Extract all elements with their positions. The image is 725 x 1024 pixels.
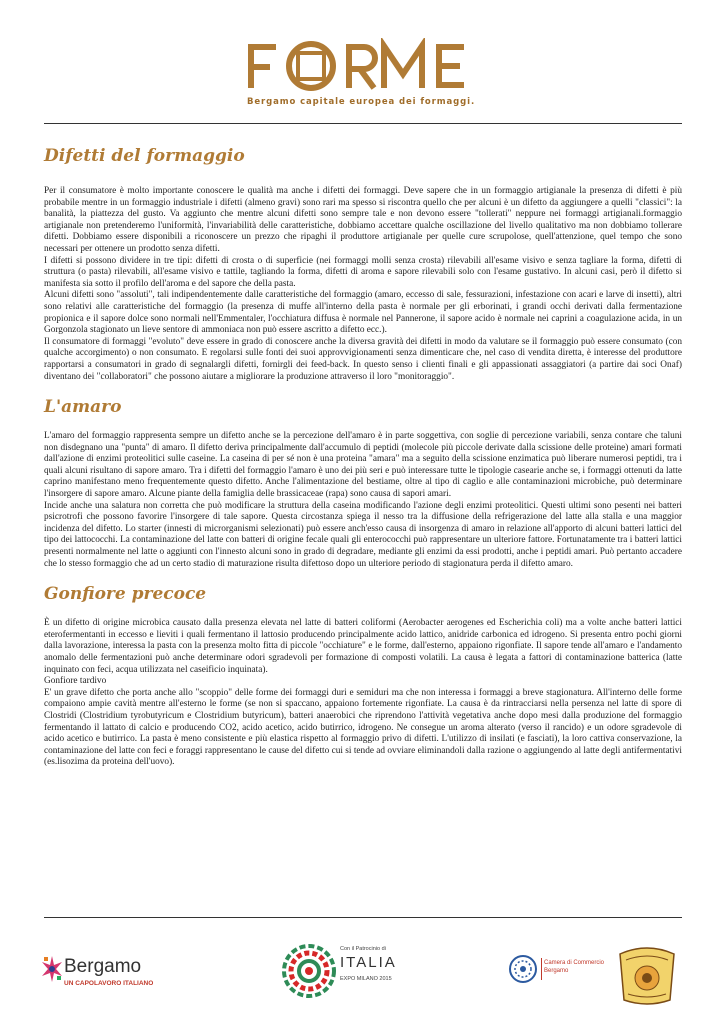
bergamo-logo (40, 952, 180, 994)
paragraph: L'amaro del formaggio rappresenta sempre un difetto anche se la percezione dell'amaro è in parte soggettiva, con soglie di percezione variabili, senza contare che taluni non disdegnano una "punta" di amaro. Il difetto deriva principalmente dall'accumulo di peptidi (molecole più piccole derivate dalla scissione delle proteine) amari formati dall'azione di enzimi proteolitici sulle caseine. La caseina di per sé non è una proteina "amara" ma a seguito della scissione enzimatica può liberare numerosi peptidi, tra i quali alcuni risultano di sapore amaro. Tra i difetti del formaggio l'amaro è uno dei più seri e può interessare tutte le tipologie casearie anche se, i formaggi ottenuti da latte caprino manifestano meno frequentemente questo difetto. Anche l'alimentazione del bestiame, oltre al tipo di caglio e alle contaminazioni microbiche, può determinare l'insorgere di sapore amaro. Alcune piante della famiglia delle brassicaceae (rapa) sono causa di sapori amari. (44, 431, 682, 500)
forme-logo-mark (248, 38, 480, 98)
expo-label: EXPO MILANO 2015 (340, 976, 392, 982)
section-title: Difetti del formaggio (44, 146, 245, 166)
section-title: Gonfiore precoce (44, 584, 207, 605)
bergamo-subtitle: UN CAPOLAVORO ITALIANO (64, 980, 154, 987)
camera-divider (541, 958, 542, 980)
paragraph: I difetti si possono dividere in tre tipi: difetti di crosta o di superficie (nei formaggi molli senza crosta) rilevabili all'esame visivo e senza tagliare la forma, difetti di struttura (o pasta) rilevabili, all'esame visivo e tattile, tagliando la forma, difetti di aroma e sapore rilevabili solo con l'esame gustativo. In alcuni casi, però il difetto si manifesta sia sotto il profilo dell'aroma e del sapore che della pasta. (44, 255, 682, 289)
paragraph: Alcuni difetti sono "assoluti", tali indipendentemente dalle caratteristiche del formaggio (amaro, eccesso di sale, fessurazioni, infestazione con acari e larve di insetti), altri sono relativi alle caratteristiche del formaggio (la presenza di muffe all'interno della pasta è normale per gli erborinati, i grandi occhi derivati dalla fermentazione propionica e il sapore dolce sono normali nell'Emmentaler, l'occhiatura diffusa è normale nel Pannerone, il sapore acido è normale nei caprini a coagulazione acida, in un Gorgonzola stagionato un lieve sentore di ammoniaca non può essere ascritto a difetto ecc.). (44, 290, 682, 336)
header-divider (44, 123, 682, 124)
italia-name: ITALIA (340, 954, 397, 971)
paragraph: E' un grave difetto che porta anche allo "scoppio" delle forme dei formaggi duri e semiduri ma che non interessa i formaggi a breve stagionatura. All'interno delle forme compaiono ampie cavità mentre all'esterno le forme (se non si spaccano, appaiono fortemente rigonfiate. La causa è da rintracciarsi nella persenza nel latte di spore di Clostridi (Clostridium tyrobutyricum e Clostridium butyricum), batteri anaerobici che riprendono l'attività vegetativa anche dopo mesi dalla produzione del formaggio fermentando il lattato di calcio e producendo CO2, acido acetico, acido butirrico, idrogeno. Ne consegue un aroma alterato (verso il rancido) e un odore sgradevole di acido acetico e butirrico. La pasta è meno consistente e più elastica rispetto al formaggio privo di difetti. L'utilizzo di insilati (e fasciati), la loro cattiva conservazione, la contaminazione del latte con feci e foraggi rappresentano le cause del difetto cui si tende ad ovviare eliminandoli dalla razione o aggiungendo al latte degli antifermentativi (es.lisozima da proteina dell'uovo). (44, 687, 682, 768)
forme-logo (248, 38, 480, 98)
camera-line2: Bergamo (544, 967, 569, 974)
bergamo-star-icon (40, 954, 64, 984)
section-difetti (44, 146, 682, 383)
tagline: Bergamo capitale europea dei formaggi. (247, 97, 476, 107)
camera-line1: Camera di Commercio (544, 960, 605, 966)
paragraph: Per il consumatore è molto importante conoscere le qualità ma anche i difetti dei formaggi. Deve sapere che in un formaggio artigianale la presenza di difetti è più probabile mentre in un formaggio industriale i difetti (almeno gravi) sono rari ma spesso si riscontra quello che per alcuni è un difetto da aggiungere a quelli "classici": la banalità, la piattezza del gusto. Va aggiunto che mentre alcuni difetti sono sempre tale e non devono essere "tollerati" neppure nei formaggi artigianali.formaggio artigianale non pretenderemo l'uniformità, l'invariabilità delle caratteristiche, dobbiamo accettare qualche oscillazione del livello qualitativo ma non dobbiamo tollerare difetti. Dobbiamo essere disponibili a riconoscere un prezzo che ripaghi il produttore artigianale per quelle cure scrupolose, quell'attenzione, quel tempo che sono necessari per ottenere un prodotto senza difetti. (44, 186, 682, 254)
italia-rosette-icon (282, 944, 336, 998)
page-header (0, 0, 725, 120)
section-gonfiore (44, 584, 682, 769)
section-title: L'amaro (44, 397, 122, 418)
subheading: Gonfiore tardivo (44, 676, 107, 687)
article-body (44, 140, 682, 769)
camera-name (544, 960, 604, 975)
page-footer (0, 930, 725, 1024)
citta-mille-sapori-logo (612, 944, 682, 1006)
footer-divider (44, 917, 682, 918)
camera-commercio-logo (508, 952, 608, 988)
paragraph: Incide anche una salatura non corretta che può modificare la struttura della caseina modificando l'azione degli enzimi proteolitici. Questi ultimi sono pesenti nei batteri psicrotrofi che possono favorire l'insorgere di tale sapore. Questa circostanza spiega il nesso tra la diffusione della refrigerazione del latte alla stalla e una maggior incidenza del difetto. Lo starter (innesti di microrganismi selezionati) può essere anch'esso causa di insorgenza di amaro in relazione all'apporto di alcuni batteri lattici del tipo dei lattococchi. La contaminazione del latte con batteri di origine fecale quali gli enterococchi può rappresentare un ulteriore fattore. Fortunatamente tra i batteri lattici presenti normalmente nel latte o aggiunti con l'innesto alcuni sono in grado di degradare, mediante gli enzimi da essi prodotti, anche i peptidi amari. Può pertanto accadere che lo stesso formaggio che ad un certo stadio di maturazione risulta difettoso dopo un ulteriore periodo di stagionatura perda il difetto amaro. (44, 500, 682, 569)
italia-expo-logo (282, 944, 412, 1004)
section-amaro (44, 397, 682, 570)
paragraph: È un difetto di origine microbica causato dalla presenza elevata nel latte di batteri coliformi (Aerobacter aerogenes ed Escherichia coli) ma a volte anche batteri lattici eterofermentanti in eccesso e lieviti i quali fermentano il lattosio producendo principalmente acido lattico, anidride carbonica ed idrogeno. Si presenta entro pochi giorni dalla lavorazione, interessa la pasta con la presenza molto fitta di piccole "occhiature" e le forme, dall'esterno, appaiono rigonfiate. Il sapore tende all'amaro e l'andamento anomalo delle fermentazioni può anche determinare odori sgradevoli per formazione di composti volatili. La causa è legata a fattori di contaminazione batterica (latte inquinato con feci, acqua utilizzata nel caseificio inquinata). (44, 618, 682, 675)
camera-emblem-icon (508, 954, 538, 984)
patrocinio-label: Con il Patrocinio di (340, 946, 386, 952)
bergamo-name: Bergamo (64, 956, 142, 977)
citta-seal-icon (612, 944, 682, 1006)
paragraph: Il consumatore di formaggi "evoluto" deve essere in grado di conoscere anche la diversa gravità dei difetti in modo da valutare se il formaggio può essere consumato (con qualche accorgimento) o non consumato. E regolarsi sulle fonti dei suoi approvvigionamenti senza dimenticare che, nel caso di vendita diretta, è interesse del produttore rapportarsi a consumatori in grado di segnalargli difetti, fornirgli dei feed-back. In questo senso i clienti finali e gli appassionati assaggiatori (a partire dai soci Onaf) diventano dei "collaboratori" che possono aiutare a migliorare la produzione attraverso il loro "monitoraggio". (44, 336, 682, 382)
